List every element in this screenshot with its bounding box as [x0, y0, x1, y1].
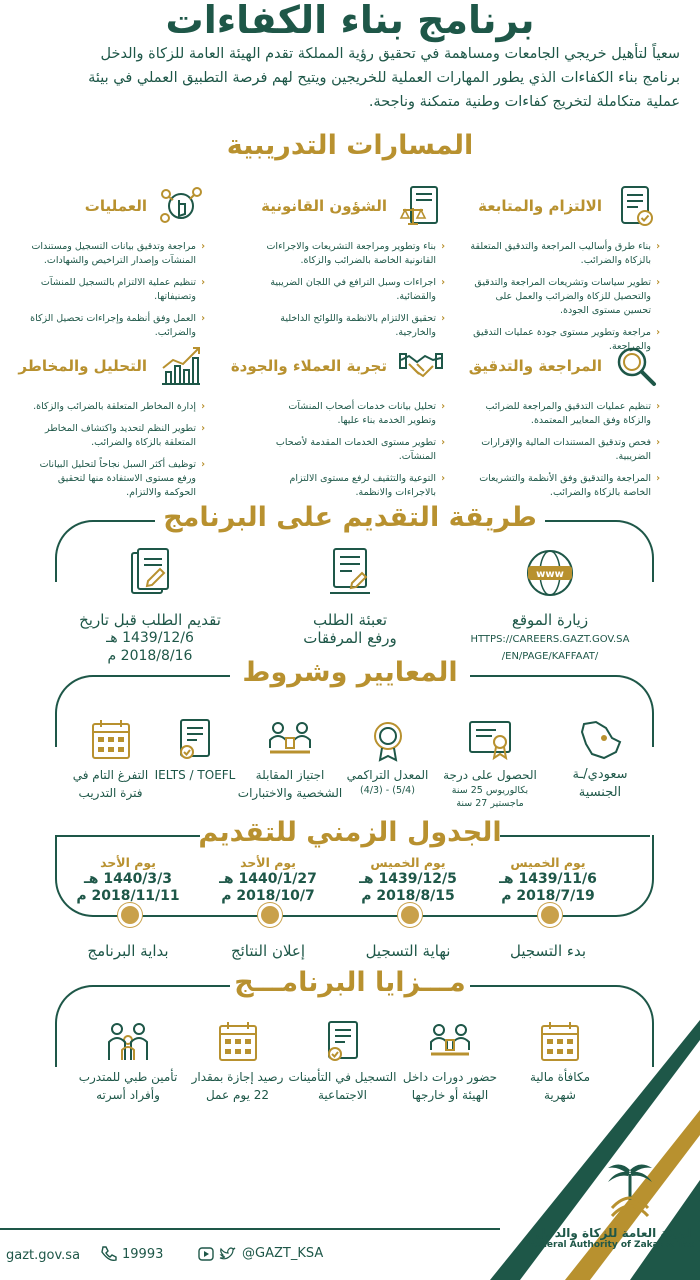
handshake-icon	[397, 342, 445, 390]
schedule-gregorian: 2018/8/15 م	[361, 888, 455, 904]
saudi-map-icon	[576, 718, 624, 762]
criterion-sub: فترة التدريب	[78, 786, 143, 800]
medal-icon	[364, 718, 412, 762]
track-point: ‹ مراجعة وتطوير مستوى جودة عمليات التدقيق والمراجعة.	[470, 326, 660, 354]
checklist-icon	[612, 182, 660, 230]
track-compliance	[470, 182, 660, 362]
track-point: ‹ تحقيق الالتزام بالانظمة واللوائح الداخلية والخارجية.	[260, 312, 445, 340]
schedule-hijri: 1440/3/3 هـ	[83, 871, 173, 887]
criterion-label: اجتياز المقابلة	[255, 768, 325, 782]
calendar-icon	[87, 718, 135, 762]
benefit-sub: الاجتماعية	[317, 1088, 368, 1102]
criterion-interview	[235, 718, 345, 802]
track-points	[260, 400, 445, 500]
track-point: ‹ بناء وتطوير ومراجعة التشريعات والاجراءات القانونية الخاصة بالضرائب والزكاة.	[260, 240, 445, 268]
criterion-language	[150, 718, 240, 784]
criterion-nationality	[545, 718, 655, 802]
track-point: ‹ تنظيم عملية الالتزام بالتسجيل للمنشآت وتصنيفاتها.	[25, 276, 205, 304]
schedule-item-results	[198, 855, 338, 960]
intro-line: برنامج بناء الكفاءات الذي يطور المهارات العملية للخريجين ويتيح لهم فرصة التطبيق العملي في بيئة	[88, 70, 680, 86]
criterion-degree	[440, 718, 540, 810]
criterion-label: سعودي/ـة	[572, 767, 628, 782]
track-point: ‹ التوعية والتثقيف لرفع مستوى الالتزام بالاجراءات والانظمة.	[260, 472, 445, 500]
youtube-icon[interactable]	[198, 1247, 214, 1261]
palm-logo-icon	[600, 1160, 660, 1220]
schedule-label: بدء التسجيل	[509, 942, 587, 960]
schedule-hijri: 1439/12/5 هـ	[359, 871, 457, 887]
step-label: تعبئة الطلب	[312, 611, 387, 629]
track-point: ‹ العمل وفق أنظمة وإجراءات تحصيل الزكاة والضرائب.	[25, 312, 205, 340]
schedule-label: نهاية التسجيل	[365, 942, 451, 960]
apply-step-submit	[50, 545, 250, 665]
criterion-availability	[58, 718, 163, 802]
benefit-sub: 22 يوم عمل	[205, 1088, 270, 1102]
track-points	[260, 240, 445, 340]
org-name	[527, 1226, 694, 1250]
benefit-sub: شهرية	[544, 1088, 576, 1102]
phone-icon	[100, 1245, 118, 1263]
schedule-item-start-registration	[478, 855, 618, 960]
site-url[interactable]: HTTPS://CAREERS.GAZT.GOV.SA	[470, 634, 630, 645]
apply-step-visit	[440, 545, 660, 663]
track-title: الالتزام والمتابعة	[478, 197, 602, 215]
tracks-title: المسارات التدريبية	[226, 130, 474, 161]
schedule-label: بداية البرنامج	[87, 942, 169, 960]
benefit-leave	[180, 1020, 295, 1104]
criteria-title: المعايير وشروط	[242, 657, 458, 688]
track-point: ‹ تحليل بيانات خدمات أصحاب المنشآت وتطوير الخدمة بناء عليها.	[260, 400, 445, 428]
schedule-hijri: 1439/11/6 هـ	[499, 871, 597, 887]
intro-line: سعياً لتأهيل خريجي الجامعات ومساهمة في تحقيق رؤية المملكة تقدم الهيئة العامة للزكاة والدخل	[100, 46, 680, 62]
touch-network-icon	[157, 182, 205, 230]
criterion-gpa	[340, 718, 435, 797]
phone-number: 19993	[122, 1246, 164, 1262]
track-customer-experience	[230, 342, 445, 508]
track-title: المراجعة والتدقيق	[468, 357, 602, 375]
track-point: ‹ تطوير مستوى الخدمات المقدمة لأصحاب المنشآت.	[260, 436, 445, 464]
logo	[560, 1160, 700, 1224]
benefit-label: رصيد إجازة بمقدار	[191, 1070, 284, 1084]
track-point: ‹ توظيف أكثر السبل نجاحاً لتحليل البيانات ورفع مستوى الاستفادة منها لتحقيق الحوكمة والالتزام.	[25, 458, 205, 500]
criterion-sub: (5/4) - (4/3)	[360, 785, 415, 796]
website-link[interactable]: gazt.gov.sa	[6, 1248, 81, 1263]
apply-step-fill	[255, 545, 445, 647]
schedule-title: الجدول الزمني للتقديم	[198, 817, 502, 848]
schedule-day: يوم الأحد	[240, 855, 296, 870]
schedule-item-end-registration	[338, 855, 478, 960]
family-icon	[105, 1020, 151, 1064]
track-point: ‹ بناء طرق وأساليب المراجعة والتدقيق المتعلقة بالزكاة والضرائب.	[470, 240, 660, 268]
track-operations	[25, 182, 205, 348]
track-point: ‹ تطوير سياسات وتشريعات المراجعة والتدقيق والتحصيل للزكاة والضرائب والعمل على تحسين مستوى الجودة.	[470, 276, 660, 318]
schedule-item-program-start	[58, 855, 198, 960]
benefit-label: تأمين طبي للمتدرب	[78, 1070, 178, 1084]
criterion-label: IELTS / TOEFL	[154, 768, 236, 782]
page-title: برنامج بناء الكفاءات	[165, 0, 535, 42]
schedule-day: يوم الخميس	[370, 855, 446, 870]
track-legal	[260, 182, 445, 348]
track-point: ‹ المراجعة والتدقيق وفق الأنظمة والتشريعات الخاصة بالزكاة والضرائب.	[465, 472, 660, 500]
schedule-gregorian: 2018/10/7 م	[221, 888, 315, 904]
phone-contact[interactable]	[100, 1245, 163, 1263]
www-icon	[522, 545, 578, 601]
svg-text:www: www	[536, 569, 564, 580]
step-label: تقديم الطلب قبل تاريخ	[79, 611, 221, 629]
growth-chart-icon	[157, 342, 205, 390]
benefit-label: حضور دورات داخل	[402, 1070, 498, 1084]
track-point: ‹ تطوير النظم لتحديد واكتشاف المخاطر المتعلقة بالزكاة والضرائب.	[25, 422, 205, 450]
apply-title: طريقة التقديم على البرنامج	[163, 502, 537, 533]
certificate-icon	[466, 718, 514, 762]
track-title: التحليل والمخاطر	[18, 357, 147, 375]
benefit-sub: وأفراد أسرته	[96, 1088, 160, 1102]
benefit-sub: الهيئة أو خارجها	[411, 1088, 489, 1102]
schedule-gregorian: 2018/11/11 م	[76, 888, 180, 904]
criterion-label: التفرغ التام في	[72, 768, 149, 782]
footer-divider	[0, 1228, 500, 1230]
schedule-hijri: 1440/1/27 هـ	[219, 871, 317, 887]
criterion-label: الحصول على درجة	[443, 768, 537, 782]
leave-calendar-icon	[215, 1020, 261, 1064]
criterion-label: المعدل التراكمي	[346, 768, 429, 782]
benefit-social-insurance	[280, 1020, 405, 1104]
social-handle: @GAZT_KSA	[242, 1246, 324, 1261]
track-points	[465, 400, 660, 500]
track-title: العمليات	[84, 197, 147, 215]
org-name-ar: الهيئة العامة للزكاة والدخل	[535, 1226, 694, 1240]
intro-paragraph	[30, 42, 680, 114]
track-point: ‹ مراجعة وتدقيق بيانات التسجيل ومستندات المنشآت وإصدار التراخيص والشهادات.	[25, 240, 205, 268]
track-points	[25, 400, 205, 500]
track-title: الشؤون القانونية	[261, 197, 387, 215]
track-analysis-risk	[18, 342, 205, 508]
track-audit	[465, 342, 660, 508]
step-sub: ورفع المرفقات	[303, 629, 397, 647]
site-url-path[interactable]: /EN/PAGE/KAFFAAT/	[501, 651, 599, 662]
track-points	[470, 240, 660, 354]
track-point: ‹ اجراءات وسبل الترافع في اللجان الضريبية والقضائية.	[260, 276, 445, 304]
social-contact[interactable]	[198, 1246, 323, 1261]
test-document-icon	[171, 718, 219, 762]
scale-document-icon	[397, 182, 445, 230]
training-icon	[427, 1020, 473, 1064]
track-title: تجربة العملاء والجودة	[230, 357, 387, 375]
deadline-gregorian: 2018/8/16 م	[107, 648, 193, 664]
track-point: ‹ فحص وتدقيق المستندات المالية والإقرارات الضريبية.	[465, 436, 660, 464]
criterion-sub: الشخصية والاختبارات	[237, 786, 343, 800]
schedule-label: إعلان النتائج	[230, 942, 306, 960]
criterion-sub: بكالوريوس 25 سنة ماجستير 27 سنة	[451, 785, 529, 809]
form-fill-icon	[322, 545, 378, 601]
twitter-icon[interactable]	[219, 1247, 237, 1261]
deadline-hijri: 1439/12/6 هـ	[106, 630, 194, 646]
criterion-sub: الجنسية	[578, 785, 622, 800]
step-label: زيارة الموقع	[511, 611, 589, 629]
submit-document-icon	[122, 545, 178, 601]
org-name-en: General Authority of Zakat & Tax	[527, 1240, 694, 1250]
benefit-label: مكافأة مالية	[530, 1070, 590, 1084]
magnifier-icon	[612, 342, 660, 390]
schedule-gregorian: 2018/7/19 م	[501, 888, 595, 904]
schedule-day: يوم الخميس	[510, 855, 586, 870]
benefits-title: مـــزايا البرنامـــج	[234, 967, 466, 998]
insurance-document-icon	[320, 1020, 366, 1064]
benefit-label: التسجيل في التأمينات	[288, 1070, 397, 1084]
track-points	[25, 240, 205, 340]
benefit-medical-insurance	[68, 1020, 188, 1104]
track-point: ‹ إدارة المخاطر المتعلقة بالضرائب والزكاة.	[25, 400, 205, 414]
schedule-day: يوم الأحد	[100, 855, 156, 870]
interview-icon	[266, 718, 314, 762]
track-point: ‹ تنظيم عمليات التدقيق والمراجعة للضرائب والزكاة وفق المعايير المعتمدة.	[465, 400, 660, 428]
intro-line: عملية متكاملة لتخريج كفاءات وطنية متمكنة وناجحة.	[368, 94, 680, 110]
